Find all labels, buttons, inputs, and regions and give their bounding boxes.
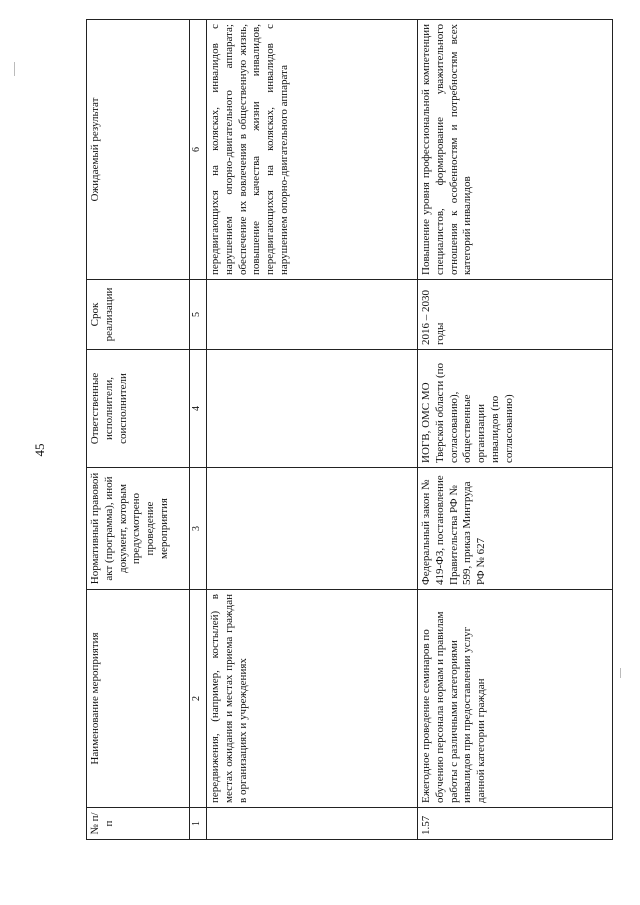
rotated-page-content <box>86 20 626 840</box>
header-executors: Ответственные исполнители, соисполнители <box>87 350 190 468</box>
measure-name: Ежегодное проведение семинаров по обучению персонала нормам и правилам работы с различными категориями инвалидов при предоставлении услуг данной категории граждан <box>418 590 613 808</box>
header-term: Срок реализации <box>87 280 190 350</box>
column-number: 4 <box>190 350 207 468</box>
scan-mark <box>14 62 15 76</box>
header-act: Нормативный правовой акт (программа), иной документ, которым предусмотрено проведение мероприятия <box>87 468 190 590</box>
table-row <box>418 20 613 840</box>
column-number: 1 <box>190 808 207 840</box>
scan-mark <box>620 668 621 678</box>
header-name: Наименование мероприятия <box>87 590 190 808</box>
column-number: 2 <box>190 590 207 808</box>
table-row <box>207 20 418 840</box>
term: 2016 – 2030 годы <box>418 280 613 350</box>
column-number: 6 <box>190 20 207 280</box>
row-number <box>207 808 418 840</box>
measure-name: передвижения, (например, костылей) в местах ожидания и местах приема граждан в организациях и учреждениях <box>207 590 418 808</box>
legal-act: Федеральный закон № 419-ФЗ, постановление Правительства РФ № 599, приказ Минтруда РФ № 627 <box>418 468 613 590</box>
column-number: 5 <box>190 280 207 350</box>
executors <box>207 350 418 468</box>
measures-table <box>86 19 613 840</box>
column-number: 3 <box>190 468 207 590</box>
term <box>207 280 418 350</box>
expected-result: Повышение уровня профессиональной компетенции специалистов, формирование уважительного отношения к особенностям и потребностям всех категорий инвалидов <box>418 20 613 280</box>
page-number: 45 <box>32 443 47 457</box>
legal-act <box>207 468 418 590</box>
executors: ИОГВ, ОМС МО Тверской области (по согласованию), общественные организации инвалидов (по согласованию) <box>418 350 613 468</box>
table-header-row <box>87 20 190 840</box>
row-number: 1.57 <box>418 808 613 840</box>
column-number-row <box>190 20 207 840</box>
header-number: № п/п <box>87 808 190 840</box>
expected-result: передвигающихся на колясках, инвалидов с нарушением опорно-двигательного аппарата; обеспечение их вовлечения в общественную жизнь, повышение качества жизни инвалидов, передвигающихся на колясках, инвалидов с нарушением опорно-двигательного аппарата <box>207 20 418 280</box>
header-result: Ожидаемый результат <box>87 20 190 280</box>
